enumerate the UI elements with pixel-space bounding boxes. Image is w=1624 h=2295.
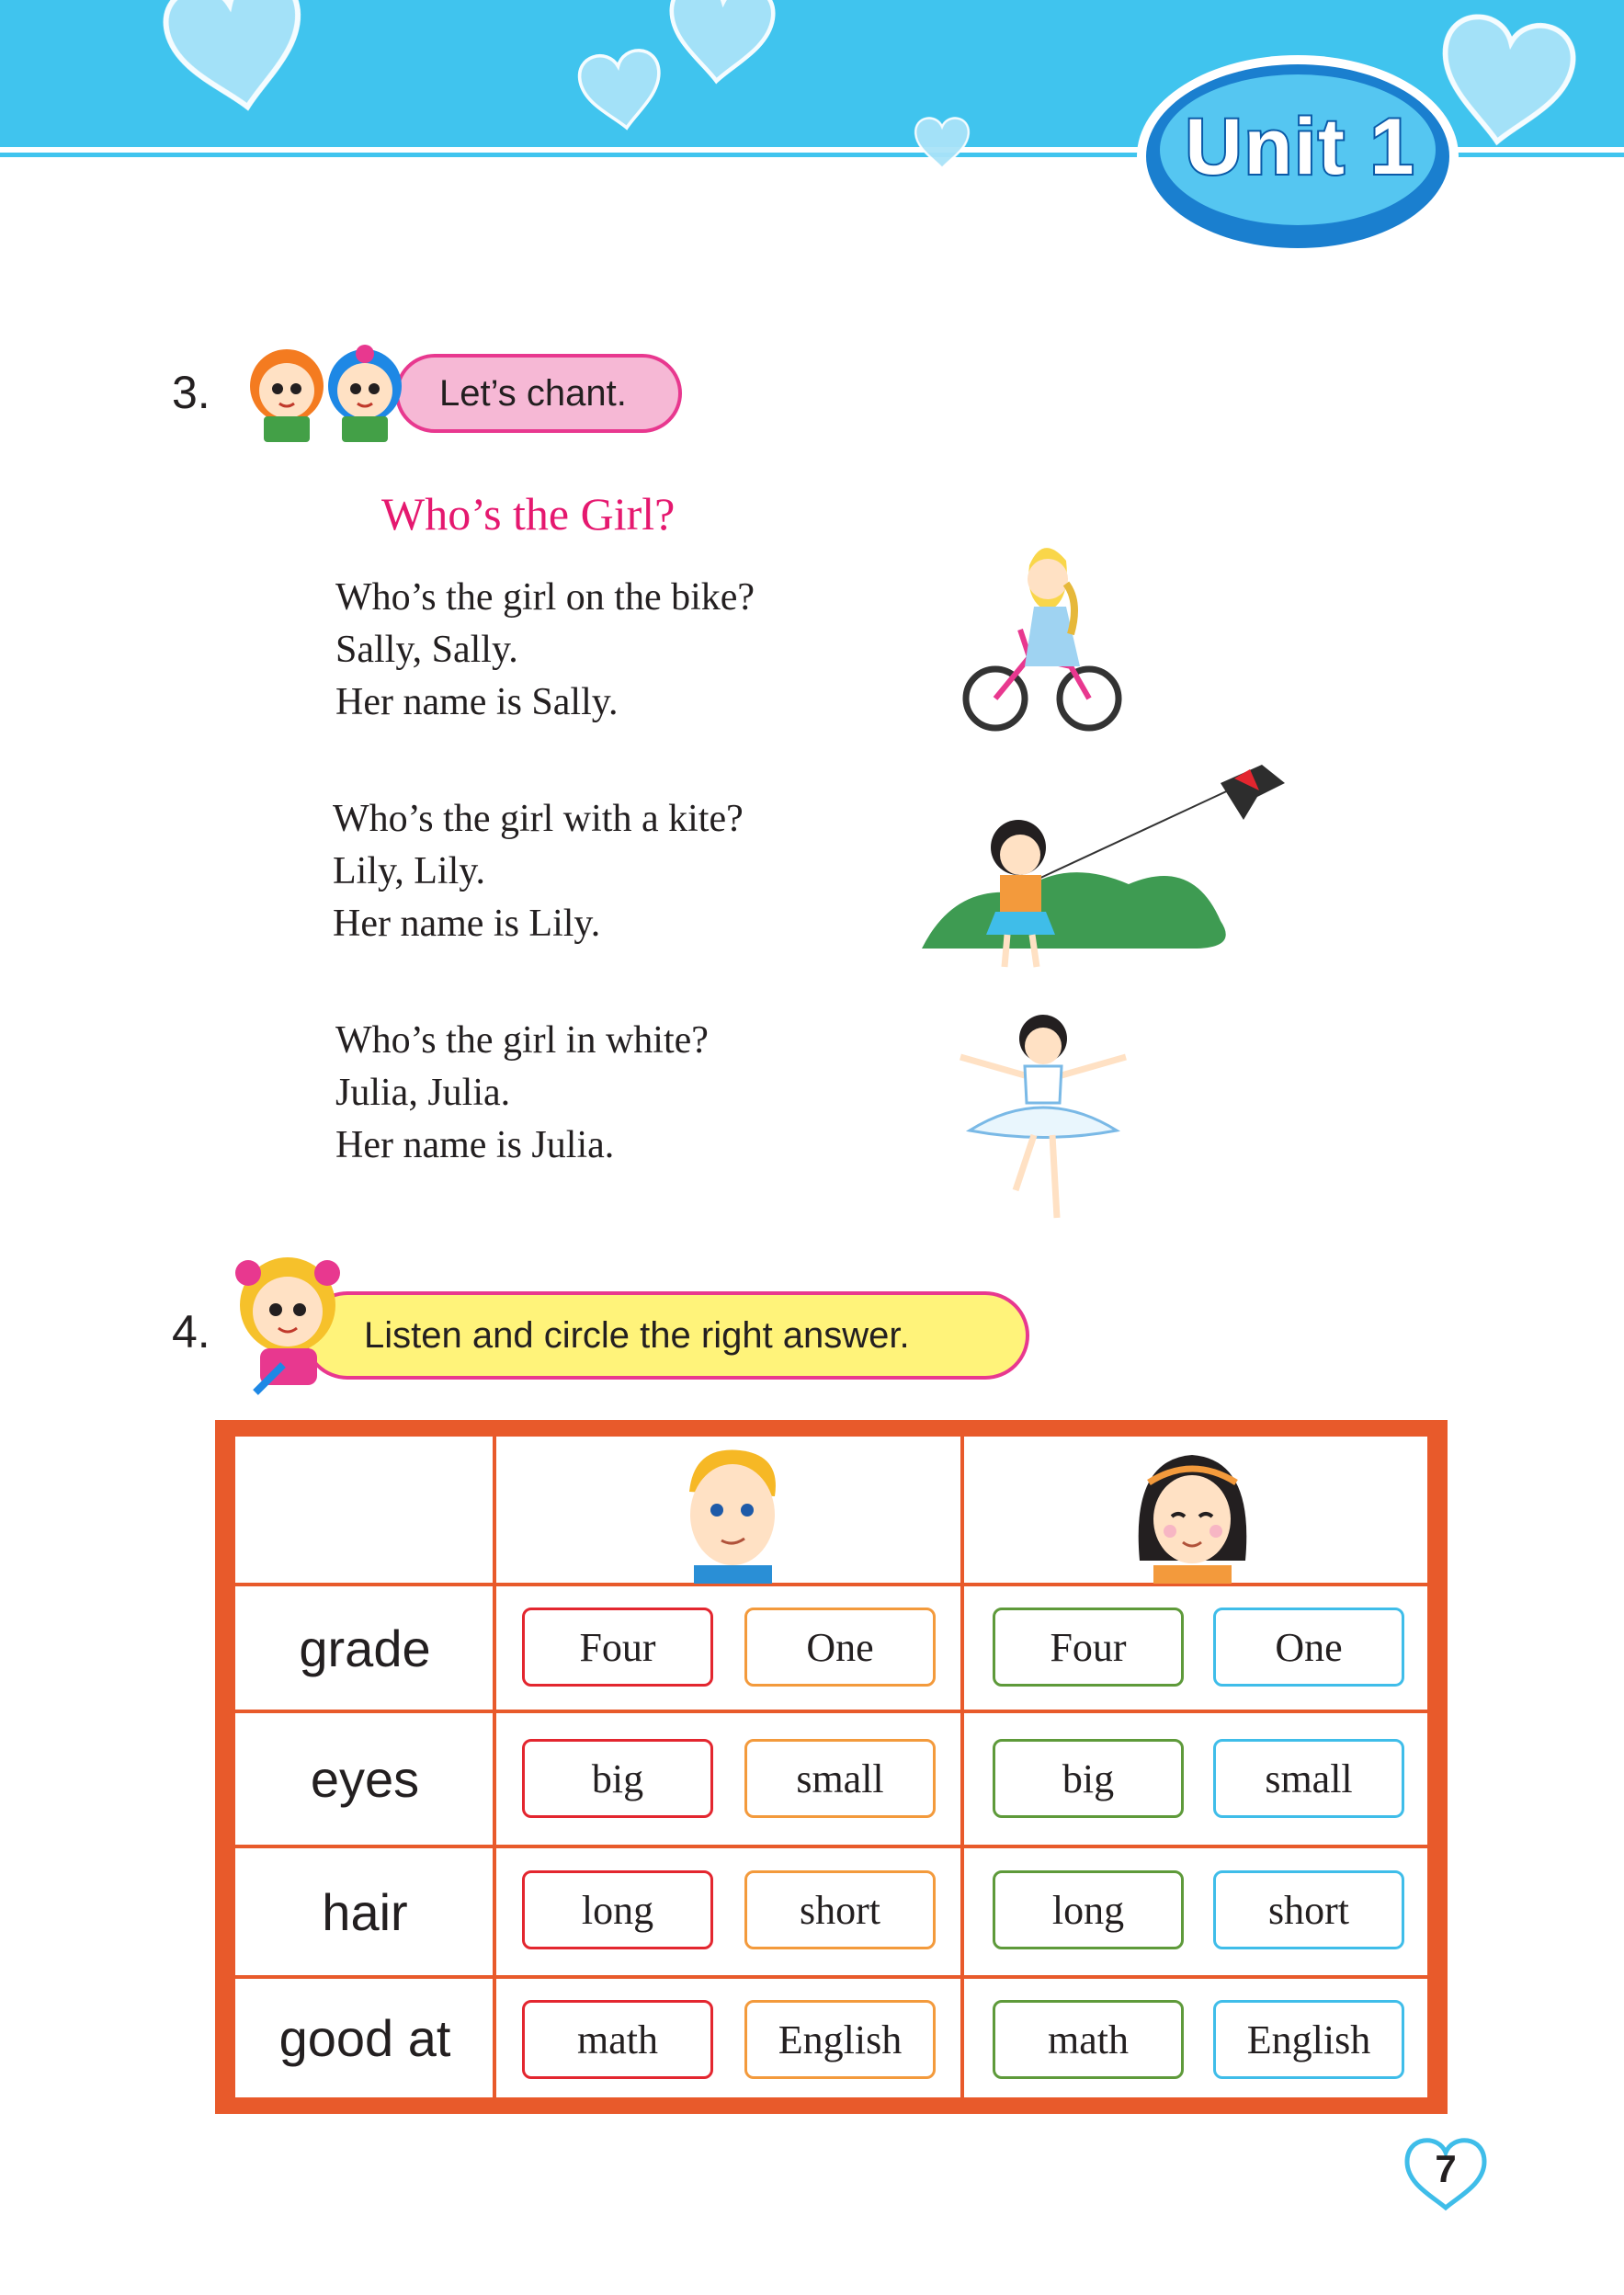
chant-title: Who’s the Girl? — [381, 488, 676, 540]
option-girl-grade-2[interactable]: One — [1213, 1608, 1404, 1687]
row-label-grade: grade — [299, 1619, 431, 1677]
option-girl-eyes-2[interactable]: small — [1213, 1739, 1404, 1818]
ballerina-illustration — [951, 1002, 1135, 1232]
girl-with-kite-illustration — [917, 746, 1303, 981]
verse-line: Who’s the girl in white? — [335, 1019, 709, 1062]
verse-line: Who’s the girl with a kite? — [333, 798, 744, 840]
option-boy-eyes-1[interactable]: big — [522, 1739, 713, 1818]
girl-face-illustration — [1126, 1441, 1259, 1584]
verse-line: Who’s the girl on the bike? — [335, 576, 755, 619]
section-4-instruction: Listen and circle the right answer. — [303, 1291, 1029, 1380]
option-boy-eyes-2[interactable]: small — [744, 1739, 936, 1818]
option-girl-hair-2[interactable]: short — [1213, 1870, 1404, 1949]
verse-3 — [335, 1015, 709, 1172]
row-label-hair: hair — [322, 1882, 408, 1941]
section-3-number: 3. — [172, 367, 210, 418]
boy-face-illustration — [666, 1441, 795, 1584]
option-girl-eyes-1[interactable]: big — [993, 1739, 1184, 1818]
verse-line: Her name is Julia. — [335, 1124, 615, 1166]
table-divider — [960, 1437, 964, 2097]
verse-1 — [335, 572, 755, 729]
verse-line: Her name is Lily. — [333, 903, 601, 945]
option-boy-hair-2[interactable]: short — [744, 1870, 936, 1949]
option-boy-grade-1[interactable]: Four — [522, 1608, 713, 1687]
option-girl-grade-1[interactable]: Four — [993, 1608, 1184, 1687]
row-label-eyes: eyes — [310, 1750, 420, 1808]
verse-line: Lily, Lily. — [333, 850, 486, 892]
option-girl-good-at-2[interactable]: English — [1213, 2000, 1404, 2079]
girl-on-bike-illustration — [960, 528, 1126, 740]
section-4-number: 4. — [172, 1306, 210, 1358]
chant-kids-icon — [232, 335, 425, 446]
section-3-instruction: Let’s chant. — [395, 354, 682, 433]
page-number: 7 — [1435, 2147, 1457, 2190]
row-label-good-at: good at — [278, 2009, 451, 2067]
option-boy-grade-2[interactable]: One — [744, 1608, 936, 1687]
verse-line: Julia, Julia. — [335, 1072, 511, 1114]
option-boy-good-at-1[interactable]: math — [522, 2000, 713, 2079]
verse-2 — [333, 793, 744, 950]
verse-line: Her name is Sally. — [335, 681, 619, 723]
option-girl-good-at-1[interactable]: math — [993, 2000, 1184, 2079]
option-boy-good-at-2[interactable]: English — [744, 2000, 936, 2079]
verse-line: Sally, Sally. — [335, 629, 518, 671]
unit-title: Unit 1 — [1185, 102, 1416, 191]
option-boy-hair-1[interactable]: long — [522, 1870, 713, 1949]
listen-kid-icon — [228, 1245, 347, 1402]
option-girl-hair-1[interactable]: long — [993, 1870, 1184, 1949]
